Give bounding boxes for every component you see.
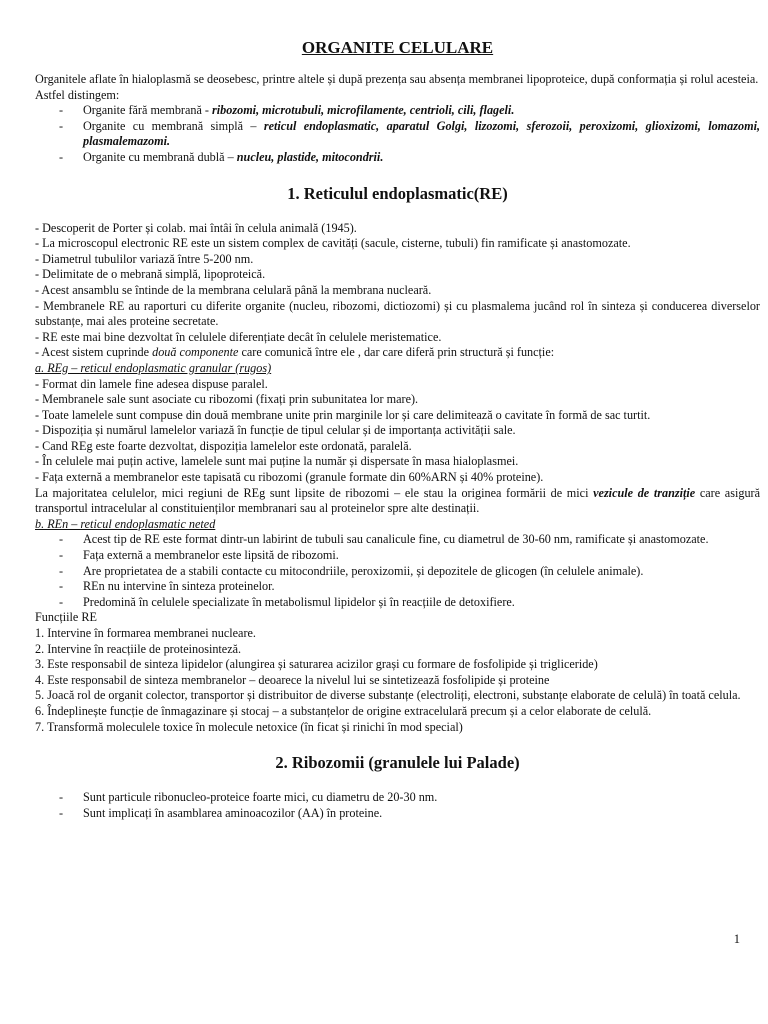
paragraph-line: - Dispoziția și numărul lamelelor variază în funcție de tipul celular și de importanța activității sale. bbox=[35, 423, 516, 438]
paragraph-line: - Fața externă a membranelor este tapisată cu ribozomi (granule formate din 60%ARN și 40% proteine). bbox=[35, 470, 544, 485]
paragraph-line: - RE este mai bine dezvoltat în celulele diferențiate decât în celulele meristematice. bbox=[35, 329, 442, 344]
section-heading-ribosomes: 2. Ribozomii (granulele lui Palade) bbox=[275, 753, 520, 773]
list-item: 4. Este responsabil de sinteza membranelor – deoarece la nivelul lui se sintetizează fosfolipide și proteine bbox=[35, 672, 550, 687]
list-item: - Organite fără membrană - ribozomi, microtubuli, microfilamente, centrioli, cili, flageli. bbox=[35, 103, 760, 119]
paragraph-line: - Format din lamele fine adesea dispuse paralel. bbox=[35, 376, 268, 391]
organelle-types-list bbox=[35, 103, 760, 165]
list-item: 1. Intervine în formarea membranei nucleare. bbox=[35, 626, 256, 640]
list-item: - Predomină în celulele specializate în metabolismul lipidelor și în reacțiile de detoxifiere. bbox=[35, 595, 760, 611]
page-title: ORGANITE CELULARE bbox=[301, 38, 494, 57]
paragraph-line: - La microscopul electronic RE este un sistem complex de cavități (sacule, cisterne, tubuli) fin ramificate și anastomozate. bbox=[35, 236, 631, 251]
majority-paragraph: La majoritatea celulelor, mici regiuni de REg sunt lipsite de ribozomi – ele stau la originea formării de mici vezicule de tranziție care asigură transportul intracelular al constituienților membranari sau al proteinelor spre alte destinații. bbox=[35, 485, 761, 516]
list-item: - Organite cu membrană simplă – reticul endoplasmatic, aparatul Golgi, lizozomi, sferozoii, peroxizomi, glioxizomi, lomazomi, plasmalemazomi. bbox=[35, 119, 760, 150]
list-item: - Are proprietatea de a stabili contacte cu mitocondriile, peroxizomii, și depozitele de glicogen (în celulele animale). bbox=[35, 564, 760, 580]
paragraph-line: - Delimitate de o mebrană simplă, lipoproteică. bbox=[35, 267, 266, 282]
list-item: - Organite cu membrană dublă – nucleu, plastide, mitocondrii. bbox=[35, 150, 760, 166]
paragraph-line: - Acest ansamblu se întinde de la membrana celulară până la membrana nucleară. bbox=[35, 282, 432, 297]
intro-lead: Astfel distingem: bbox=[35, 87, 120, 102]
list-item: 2. Intervine în reacțiile de proteinosinteză. bbox=[35, 641, 242, 656]
functions-heading: Funcțiile RE bbox=[35, 610, 97, 625]
intro-paragraph: Organitele aflate în hialoplasmă se deosebesc, printre altele și după prezența sau absența membranei lipoproteice, după conformația și rolul acesteia. bbox=[35, 72, 759, 86]
subheading-ren: b. REn – reticul endoplasmatic neted bbox=[35, 516, 216, 531]
ren-list bbox=[35, 532, 760, 610]
list-item: 5. Joacă rol de organit colector, transportor și distribuitor de diverse substanțe (electroliți, electroni, substanțe elaborate de celulă) în toată celula. bbox=[35, 688, 741, 703]
paragraph-line: - În celulele mai puțin active, lamelele sunt mai puține la număr și dispersate în masa hialoplasmei. bbox=[35, 454, 519, 469]
ribosomes-list bbox=[35, 790, 760, 821]
paragraph-line: - Toate lamelele sunt compuse din două membrane unite prin marginile lor și care delimitează o cavitate în formă de sac turtit. bbox=[35, 407, 651, 422]
document-page bbox=[35, 38, 760, 821]
list-item: - Acest tip de RE este format dintr-un labirint de tubuli sau canalicule fine, cu diametrul de 30-60 nm, ramificate și anastomozate. bbox=[35, 532, 760, 548]
page-number: 1 bbox=[733, 932, 740, 946]
paragraph-line: - Descoperit de Porter și colab. mai întâi în celula animală (1945). bbox=[35, 220, 357, 235]
functions-list bbox=[35, 626, 760, 735]
list-item: 6. Îndeplinește funcție de înmagazinare și stocaj – a substanțelor de origine extracelulară precum și a celor elaborate de celulă. bbox=[35, 703, 652, 718]
list-item: - Fața externă a membranelor este lipsită de ribozomi. bbox=[35, 548, 760, 564]
list-item: 3. Este responsabil de sinteza lipidelor (alungirea și saturarea acizilor grași cu formare de fosfolipide și trigliceride) bbox=[35, 657, 598, 672]
paragraph-line: - Membranele sale sunt asociate cu ribozomi (fixați prin subunitatea lor mare). bbox=[35, 392, 419, 407]
paragraph-line: - Membranele RE au raporturi cu diferite organite (nucleu, ribozomi, dictiozomi) și cu plasmalema jucând rol în sinteza și conducerea diverselor substanțe, mai ales proteine secretate. bbox=[35, 298, 760, 329]
paragraph-line: - Cand REg este foarte dezvoltat, dispoziția lamelelor este ordonată, paralelă. bbox=[35, 438, 412, 453]
section-heading-re: 1. Reticulul endoplasmatic(RE) bbox=[287, 183, 508, 203]
list-item: - Sunt particule ribonucleo-proteice foarte mici, cu diametru de 20-30 nm. bbox=[35, 790, 760, 806]
components-line: - Acest sistem cuprinde două componente care comunică între ele , dar care diferă prin structură și funcție: bbox=[35, 345, 555, 360]
list-item: - Sunt implicați în asamblarea aminoacozilor (AA) în proteine. bbox=[35, 806, 760, 822]
paragraph-line: - Diametrul tubulilor variază între 5-200 nm. bbox=[35, 251, 254, 266]
subheading-reg: a. REg – reticul endoplasmatic granular (rugos) bbox=[35, 360, 272, 375]
list-item: 7. Transformă moleculele toxice în molecule netoxice (în ficat și rinichi în mod special) bbox=[35, 719, 463, 734]
list-item: - REn nu intervine în sinteza proteinelor. bbox=[35, 579, 760, 595]
